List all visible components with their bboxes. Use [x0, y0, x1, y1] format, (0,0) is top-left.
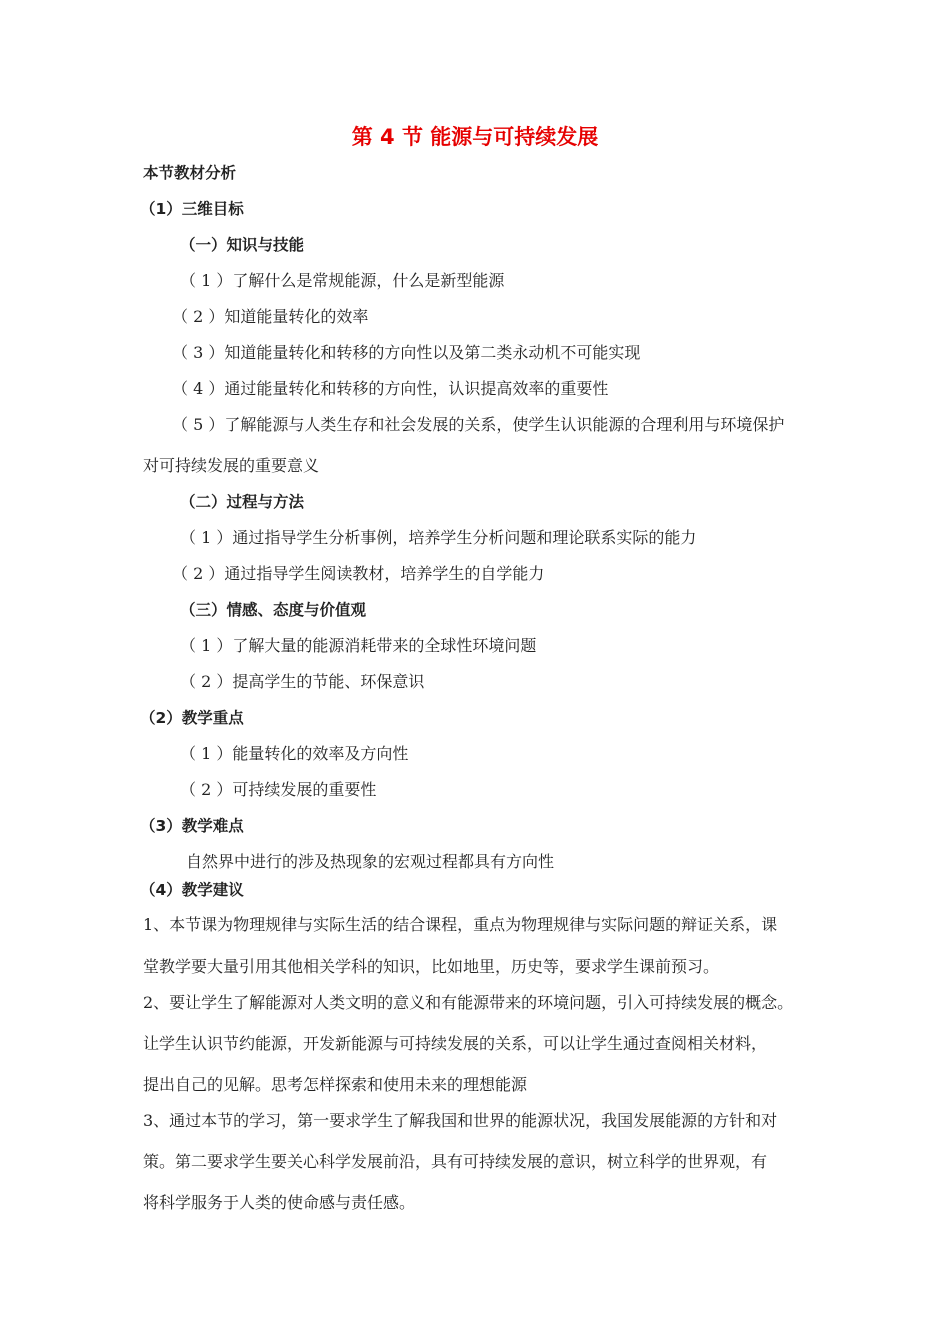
difficulty-item-1: 自然界中进行的涉及热现象的宏观过程都具有方向性 — [186, 852, 555, 871]
section-heading: 本节教材分析 — [143, 164, 237, 182]
suggestion-2-line-3: 提出自己的见解。思考怎样探索和使用未来的理想能源 — [143, 1075, 528, 1094]
values-item-2: （ 2 ）提高学生的节能、环保意识 — [180, 672, 425, 691]
process-item-1: （ 1 ）通过指导学生分析事例，培养学生分析问题和理论联系实际的能力 — [180, 528, 697, 547]
subheading-knowledge: （一）知识与技能 — [180, 236, 305, 254]
subheading-values: （三）情感、态度与价值观 — [180, 601, 367, 619]
subheading-process: （二）过程与方法 — [180, 493, 305, 511]
suggestion-3-line-2: 策。第二要求学生要关心科学发展前沿，具有可持续发展的意识，树立科学的世界观，有 — [143, 1152, 768, 1171]
key-item-1: （ 1 ）能量转化的效率及方向性 — [180, 744, 409, 763]
knowledge-item-5: （ 5 ）了解能源与人类生存和社会发展的关系，使学生认识能源的合理利用与环境保护 — [172, 415, 785, 434]
suggestion-2-line-2: 让学生认识节约能源，开发新能源与可持续发展的关系，可以让学生通过查阅相关材料， — [143, 1034, 768, 1053]
suggestion-2-line-1: 2、要让学生了解能源对人类文明的意义和有能源带来的环境问题，引入可持续发展的概念。 — [143, 993, 794, 1012]
values-item-1: （ 1 ）了解大量的能源消耗带来的全球性环境问题 — [180, 636, 537, 655]
suggestion-1-line-2: 堂教学要大量引用其他相关学科的知识，比如地里，历史等，要求学生课前预习。 — [143, 957, 720, 976]
knowledge-item-2: （ 2 ）知道能量转化的效率 — [172, 307, 369, 326]
suggestion-3-line-1: 3、通过本节的学习，第一要求学生了解我国和世界的能源状况，我国发展能源的方针和对 — [143, 1111, 778, 1130]
suggestion-1-line-1: 1、本节课为物理规律与实际生活的结合课程，重点为物理规律与实际问题的辩证关系，课 — [143, 915, 778, 934]
heading-key-points: （2）教学重点 — [140, 709, 244, 727]
heading-suggestions: （4）教学建议 — [140, 881, 244, 899]
knowledge-item-4: （ 4 ）通过能量转化和转移的方向性，认识提高效率的重要性 — [172, 379, 609, 398]
heading-difficulties: （3）教学难点 — [140, 817, 244, 835]
suggestion-3-line-3: 将科学服务于人类的使命感与责任感。 — [143, 1193, 416, 1212]
knowledge-item-3: （ 3 ）知道能量转化和转移的方向性以及第二类永动机不可能实现 — [172, 343, 641, 362]
process-item-2: （ 2 ）通过指导学生阅读教材，培养学生的自学能力 — [172, 564, 545, 583]
page-title: 第 4 节 能源与可持续发展 — [351, 125, 599, 149]
key-item-2: （ 2 ）可持续发展的重要性 — [180, 780, 377, 799]
knowledge-item-5-cont: 对可持续发展的重要意义 — [143, 456, 320, 475]
knowledge-item-1: （ 1 ）了解什么是常规能源，什么是新型能源 — [180, 271, 505, 290]
heading-goals: （1）三维目标 — [140, 200, 244, 218]
